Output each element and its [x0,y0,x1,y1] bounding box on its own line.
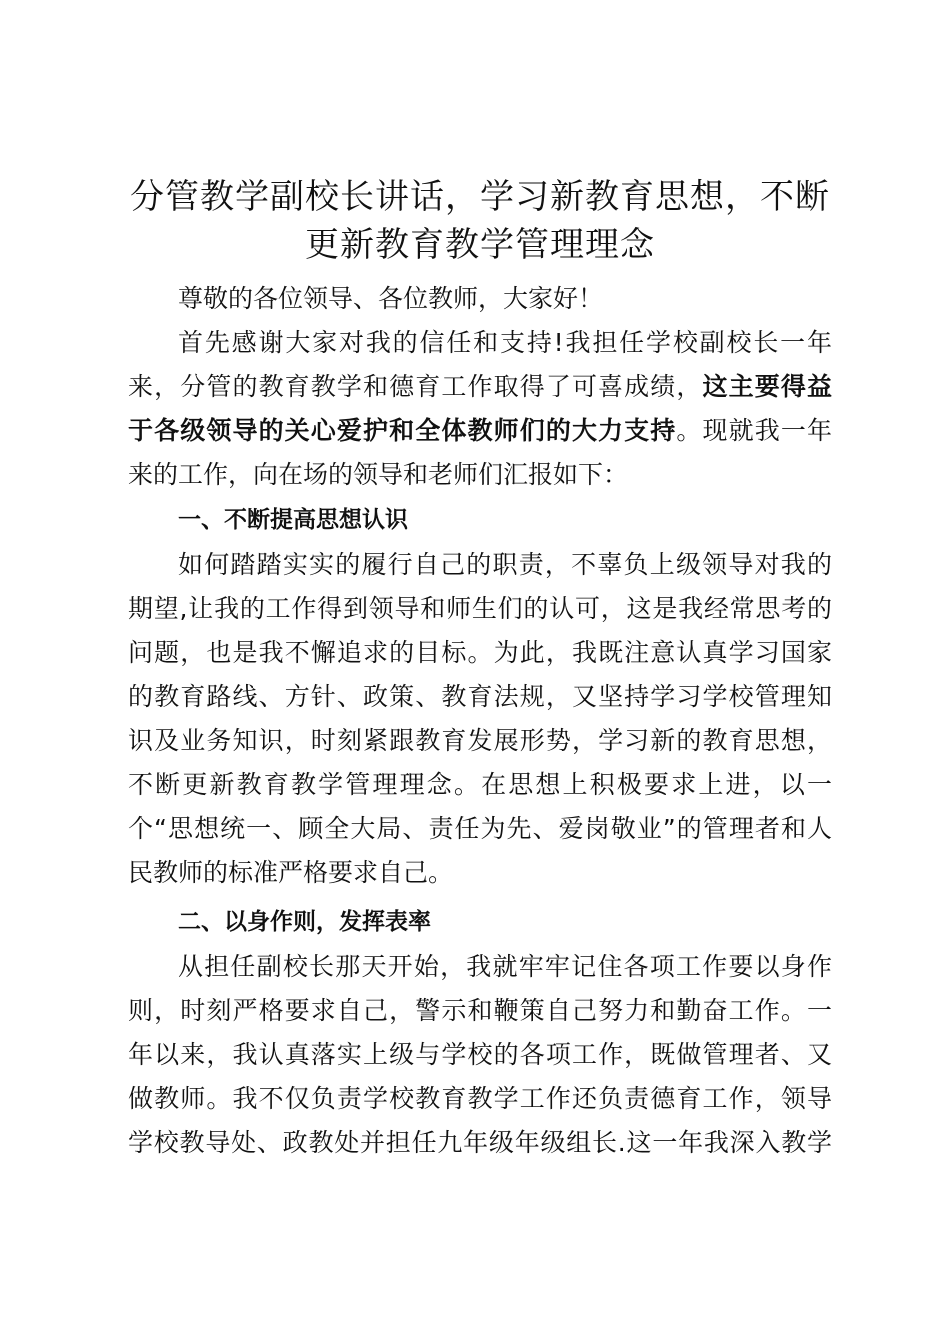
section-1-heading: 一、不断提高思想认识 [178,507,408,533]
section-1-line: 期望,让我的工作得到领导和师生们的认可，这是我经常思考的 [128,594,832,623]
section-2-line: 从担任副校长那天开始，我就牢牢记住各项工作要以身作 [178,952,832,981]
intro-line-2-text: 来，分管的教育教学和德育工作取得了可喜成绩， [128,372,703,401]
section-1-line: 如何踏踏实实的履行自己的职责，不辜负上级领导对我的 [178,550,832,579]
section-1-line: 民教师的标准严格要求自己。 [128,858,454,887]
section-1-line: 的教育路线、方针、政策、教育法规，又坚持学习学校管理知 [128,682,832,711]
document-title-line-1: 分管教学副校长讲话，学习新教育思想，不断 [130,177,830,217]
intro-line-2 [128,370,832,406]
intro-line-2-bold: 这主要得益 [702,372,832,401]
intro-line-3 [128,414,832,450]
intro-line-3-bold: 于各级领导的关心爱护和全体教师们的大力支持 [128,416,677,445]
section-2-line: 学校教导处、政教处并担任九年级年级组长.这一年我深入教学 [128,1128,832,1157]
document-title-line-2: 更新教育教学管理理念 [305,225,655,265]
section-2-line: 年以来，我认真落实上级与学校的各项工作，既做管理者、又 [128,1040,832,1069]
intro-line-4: 来的工作，向在场的领导和老师们汇报如下： [128,460,629,489]
section-1-line: 个“思想统一、顾全大局、责任为先、爱岗敬业”的管理者和人 [128,814,832,843]
section-1-line: 不断更新教育教学管理理念。在思想上积极要求上进，以一 [128,770,832,799]
section-2-line: 则，时刻严格要求自己，警示和鞭策自己努力和勤奋工作。一 [128,996,832,1025]
intro-line-1: 首先感谢大家对我的信任和支持!我担任学校副校长一年 [178,328,832,357]
section-2-heading: 二、以身作则，发挥表率 [178,909,431,935]
intro-line-3-text: 。现就我一年 [676,416,832,445]
section-1-line: 识及业务知识，时刻紧跟教育发展形势，学习新的教育思想， [128,726,832,755]
section-1-line: 问题，也是我不懈追求的目标。为此，我既注意认真学习国家 [128,638,832,667]
greeting: 尊敬的各位领导、各位教师，大家好！ [178,284,604,313]
section-2-line: 做教师。我不仅负责学校教育教学工作还负责德育工作，领导 [128,1084,832,1113]
